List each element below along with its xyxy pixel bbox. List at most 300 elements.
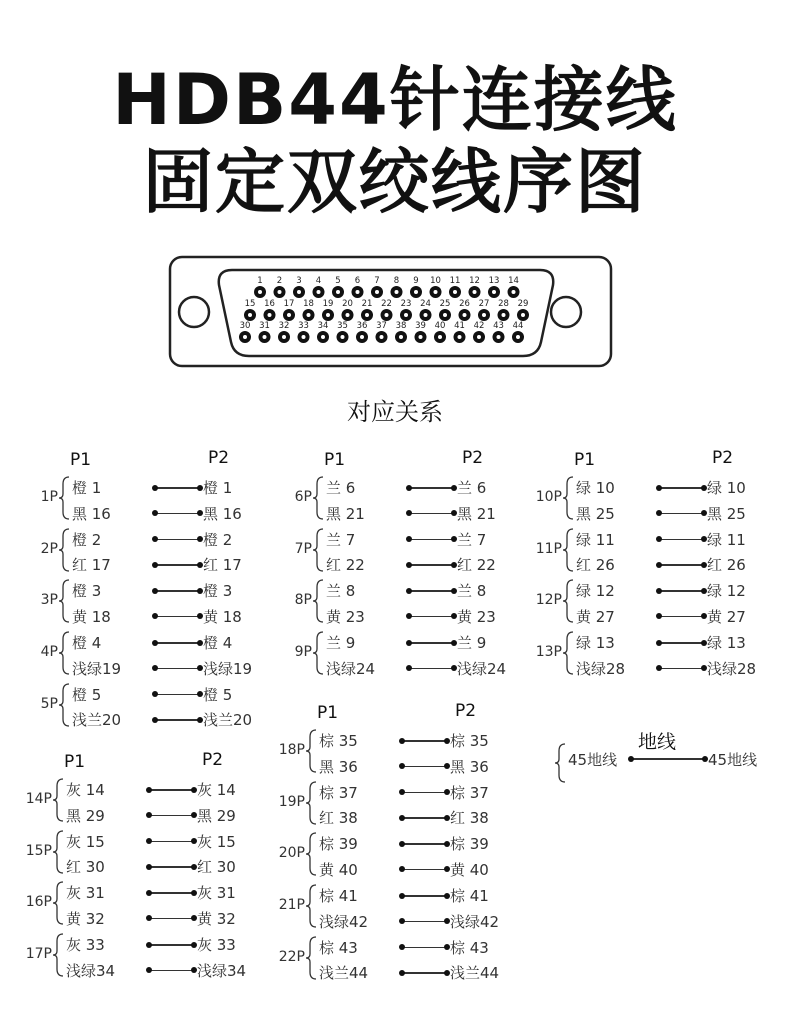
- pair-label: 19P: [278, 793, 305, 810]
- pair-label: 13P: [535, 644, 562, 661]
- wire-right-label: 兰 7: [457, 530, 487, 549]
- pin-contact: [287, 313, 291, 317]
- pair-label: 17P: [25, 946, 52, 963]
- wire-line: [149, 841, 194, 843]
- twisted-pair: [282, 474, 522, 526]
- wire-left-label: 橙 5: [72, 685, 102, 704]
- wire-left-label: 橙 1: [72, 479, 102, 497]
- wire-right-label: 兰 8: [457, 582, 487, 601]
- wire-left-label: 橙 2: [72, 530, 102, 549]
- twisted-pair: [275, 934, 515, 986]
- ground-label: 地线: [638, 731, 677, 753]
- pair-label: 3P: [40, 592, 58, 609]
- wire-left-label: 黄 27: [576, 607, 615, 626]
- pin-contact: [521, 313, 525, 317]
- wire-right-label: 绿 10: [707, 479, 746, 497]
- pin-contact: [404, 313, 408, 317]
- pair-label: 21P: [278, 897, 305, 914]
- wire-row: [28, 681, 268, 707]
- wire-left-label: 兰 6: [326, 479, 356, 497]
- wire-left-label: 棕 39: [319, 835, 358, 854]
- wire-line: [409, 616, 454, 618]
- wire-right-label: 黑 16: [203, 504, 242, 523]
- twisted-pair: [28, 526, 268, 578]
- twisted-pair: [275, 779, 515, 831]
- wire-right-label: 浅绿24: [457, 659, 507, 678]
- wire-line: [659, 642, 704, 644]
- p1-header: P1: [574, 450, 596, 470]
- wire-line: [659, 564, 704, 566]
- twisted-pair: [282, 629, 522, 681]
- pin-number: 41: [454, 321, 465, 331]
- wire-right-label: 黄 32: [197, 909, 236, 928]
- pair-label: 6P: [294, 489, 312, 505]
- pin-contact: [336, 290, 340, 294]
- wire-right-label: 黄 18: [203, 607, 242, 626]
- pin-contact: [385, 313, 389, 317]
- wire-line: [149, 970, 194, 972]
- wire-line: [402, 792, 447, 794]
- pin-contact: [360, 335, 364, 339]
- wire-left-label: 绿 10: [576, 479, 615, 497]
- p2-header: P2: [712, 448, 734, 468]
- wire-right-label: 浅绿28: [707, 659, 757, 678]
- wire-line: [409, 642, 454, 644]
- pair-group: [22, 750, 262, 983]
- pair-group: [28, 448, 268, 732]
- wire-left-label: 浅绿34: [66, 961, 116, 980]
- wire-row: [275, 727, 515, 753]
- pin-number: 26: [459, 299, 470, 309]
- ground-wire-line: [631, 758, 705, 760]
- wire-right-label: 兰 9: [457, 634, 487, 653]
- pair-label: 1P: [40, 489, 58, 505]
- wire-left-label: 红 17: [72, 556, 111, 575]
- wire-line: [149, 918, 194, 920]
- wire-line: [409, 539, 454, 541]
- twisted-pair: [532, 577, 772, 629]
- pin-contact: [321, 335, 325, 339]
- p2-header: P2: [208, 448, 230, 468]
- pin-number: 16: [264, 299, 275, 309]
- wire-line: [659, 616, 704, 618]
- wire-right-label: 棕 43: [450, 938, 489, 957]
- twisted-pair: [28, 681, 268, 733]
- pair-label: 2P: [40, 540, 58, 557]
- p1-header: P1: [317, 703, 339, 723]
- wire-line: [402, 869, 447, 871]
- wire-right-label: 黄 27: [707, 607, 746, 626]
- wire-row: [22, 853, 262, 879]
- wire-right-label: 绿 11: [707, 530, 746, 549]
- wire-left-label: 兰 7: [326, 530, 356, 549]
- title-line-1: HDB44针连接线: [112, 59, 678, 141]
- pin-number: 17: [283, 299, 295, 309]
- pin-number: 32: [278, 321, 290, 331]
- wire-line: [149, 789, 194, 791]
- wire-row: [282, 603, 522, 629]
- pin-contact: [438, 335, 442, 339]
- pin-number: 4: [315, 276, 322, 286]
- wire-right-label: 橙 1: [203, 479, 233, 497]
- wire-row: [22, 957, 262, 983]
- twisted-pair: [22, 776, 262, 828]
- pair-label: 20P: [278, 845, 305, 862]
- wire-left-label: 绿 13: [576, 634, 615, 653]
- p1-header: P1: [64, 752, 86, 772]
- twisted-pair: [532, 474, 772, 526]
- pair-label: 14P: [25, 791, 52, 807]
- wire-right-label: 浅绿19: [203, 659, 253, 678]
- pair-label: 15P: [25, 842, 52, 859]
- wire-line: [155, 513, 200, 515]
- wire-row: [28, 603, 268, 629]
- pin-number: 8: [393, 276, 400, 286]
- ground-left-label: 45地线: [568, 751, 618, 769]
- wire-left-label: 兰 9: [326, 634, 356, 653]
- wire-line: [155, 694, 200, 696]
- pin-number: 3: [296, 276, 302, 286]
- pin-number: 30: [239, 321, 251, 331]
- pin-contact: [512, 290, 516, 294]
- wire-right-label: 浅绿42: [450, 912, 500, 931]
- wire-line: [659, 487, 704, 489]
- pin-number: 1: [257, 276, 263, 286]
- title-line-2: 固定双绞线序图: [143, 141, 647, 223]
- pin-number: 36: [356, 321, 368, 331]
- pin-number: 28: [498, 299, 509, 309]
- pin-number: 33: [298, 321, 309, 331]
- wire-right-label: 红 26: [707, 556, 746, 575]
- pin-number: 11: [449, 276, 461, 286]
- pin-contact: [497, 335, 501, 339]
- wire-line: [402, 766, 447, 768]
- pin-number: 2: [276, 276, 283, 286]
- wire-left-label: 浅兰44: [319, 964, 369, 983]
- wire-left-label: 灰 33: [66, 936, 105, 955]
- wire-row: [532, 577, 772, 603]
- wire-right-label: 棕 41: [450, 887, 489, 906]
- twisted-pair: [275, 882, 515, 934]
- wire-right-label: 灰 33: [197, 936, 236, 955]
- wire-row: [275, 753, 515, 779]
- wire-left-label: 棕 43: [319, 938, 358, 957]
- pin-number: 7: [374, 276, 380, 286]
- wire-row: [22, 905, 262, 931]
- wire-left-label: 红 38: [319, 809, 358, 828]
- twisted-pair: [282, 577, 522, 629]
- pin-contact: [395, 290, 399, 294]
- pin-contact: [380, 335, 384, 339]
- pin-contact: [399, 335, 403, 339]
- wire-left-label: 红 30: [66, 858, 105, 877]
- pair-label: 22P: [278, 948, 305, 965]
- pin-number: 42: [473, 321, 485, 331]
- pair-group: [532, 448, 772, 681]
- wire-row: [275, 856, 515, 882]
- pair-label: 11P: [535, 540, 562, 557]
- wire-row: [275, 959, 515, 985]
- wire-left-label: 红 26: [576, 556, 615, 575]
- wire-right-label: 黑 29: [197, 806, 236, 825]
- twisted-pair: [28, 474, 268, 526]
- wire-line: [155, 668, 200, 670]
- wire-right-label: 兰 6: [457, 479, 487, 497]
- wire-left-label: 浅绿42: [319, 912, 369, 931]
- pin-contact: [317, 290, 321, 294]
- wire-row: [532, 526, 772, 552]
- pin-contact: [341, 335, 345, 339]
- pin-contact: [375, 290, 379, 294]
- pin-contact: [263, 335, 267, 339]
- wire-row: [22, 931, 262, 957]
- hdb44-connector: [0, 0, 790, 390]
- p2-header: P2: [455, 701, 477, 721]
- wire-left-label: 红 22: [326, 556, 365, 575]
- wire-row: [22, 802, 262, 828]
- wire-row: [532, 629, 772, 655]
- pin-contact: [282, 335, 286, 339]
- wire-right-label: 棕 39: [450, 835, 489, 854]
- wire-row: [282, 474, 522, 500]
- wire-line: [402, 921, 447, 923]
- pin-number: 9: [413, 276, 419, 286]
- twisted-pair: [22, 879, 262, 931]
- pin-contact: [463, 313, 467, 317]
- wire-left-label: 绿 11: [576, 530, 615, 549]
- pin-number: 6: [354, 276, 361, 286]
- wire-line: [402, 972, 447, 974]
- wire-right-label: 浅绿34: [197, 961, 247, 980]
- wire-line: [155, 616, 200, 618]
- pin-number: 31: [259, 321, 270, 331]
- twisted-pair: [275, 727, 515, 779]
- pin-number: 13: [488, 276, 500, 286]
- wire-line: [409, 513, 454, 515]
- wire-left-label: 橙 4: [72, 634, 102, 653]
- group-header: [532, 448, 772, 474]
- pin-number: 18: [303, 299, 314, 309]
- pin-contact: [492, 290, 496, 294]
- pair-group: [282, 448, 522, 681]
- wire-line: [149, 892, 194, 894]
- wire-row: [28, 551, 268, 577]
- wire-row: [282, 577, 522, 603]
- twisted-pair: [22, 931, 262, 983]
- pin-number: 29: [517, 299, 529, 309]
- pin-number: 5: [335, 276, 341, 286]
- twisted-pair: [22, 828, 262, 880]
- pin-contact: [502, 313, 506, 317]
- mounting-hole-right: [551, 297, 581, 327]
- wire-left-label: 绿 12: [576, 582, 615, 601]
- pin-number: 15: [244, 299, 256, 309]
- wire-line: [155, 539, 200, 541]
- pin-number: 27: [478, 299, 490, 309]
- pin-contact: [424, 313, 428, 317]
- wire-left-label: 浅绿19: [72, 659, 122, 678]
- wire-row: [28, 577, 268, 603]
- pin-contact: [473, 290, 477, 294]
- wire-row: [275, 908, 515, 934]
- twisted-pair: [282, 526, 522, 578]
- wire-line: [659, 590, 704, 592]
- wire-row: [532, 551, 772, 577]
- pin-contact: [297, 290, 301, 294]
- pin-contact: [482, 313, 486, 317]
- wire-right-label: 黑 21: [457, 504, 496, 523]
- wire-left-label: 棕 41: [319, 887, 358, 906]
- mounting-hole-left: [179, 297, 209, 327]
- p1-header: P1: [324, 450, 346, 470]
- wire-line: [402, 740, 447, 742]
- twisted-pair: [28, 577, 268, 629]
- ground-right-label: 45地线: [708, 751, 758, 769]
- wire-line: [149, 815, 194, 817]
- pin-contact: [365, 313, 369, 317]
- p2-header: P2: [462, 448, 484, 468]
- wire-line: [402, 843, 447, 845]
- wire-left-label: 浅兰20: [72, 711, 122, 730]
- pin-number: 21: [361, 299, 373, 309]
- wire-row: [28, 706, 268, 732]
- wire-line: [402, 895, 447, 897]
- pin-contact: [356, 290, 360, 294]
- wire-row: [282, 500, 522, 526]
- wire-row: [28, 474, 268, 500]
- pin-contact: [302, 335, 306, 339]
- pin-number: 19: [322, 299, 334, 309]
- wire-left-label: 棕 37: [319, 783, 358, 802]
- group-header: [275, 701, 515, 727]
- wire-line: [659, 668, 704, 670]
- pin-number: 43: [493, 321, 504, 331]
- pin-contact: [243, 335, 247, 339]
- wire-row: [28, 500, 268, 526]
- wire-right-label: 红 38: [450, 809, 489, 828]
- pin-number: 14: [508, 276, 519, 286]
- wire-line: [402, 947, 447, 949]
- pair-label: 12P: [535, 592, 562, 609]
- wire-row: [532, 474, 772, 500]
- wire-row: [275, 882, 515, 908]
- pin-number: 23: [400, 299, 412, 309]
- wire-left-label: 黑 21: [326, 504, 365, 523]
- pin-contact: [414, 290, 418, 294]
- pin-number: 24: [420, 299, 431, 309]
- twisted-pair: [532, 629, 772, 681]
- pin-number: 12: [469, 276, 480, 286]
- wire-left-label: 黑 36: [319, 757, 358, 776]
- wire-left-label: 黑 29: [66, 806, 105, 825]
- wire-row: [275, 934, 515, 960]
- pin-contact: [248, 313, 252, 317]
- wire-left-label: 黄 18: [72, 607, 111, 626]
- pin-contact: [516, 335, 520, 339]
- pair-label: 9P: [294, 644, 312, 661]
- wire-row: [28, 655, 268, 681]
- pin-contact: [453, 290, 457, 294]
- wire-right-label: 黄 23: [457, 607, 496, 626]
- pin-number: 25: [439, 299, 451, 309]
- pin-number: 20: [342, 299, 353, 309]
- pair-group: [275, 701, 515, 985]
- pin-contact: [307, 313, 311, 317]
- wire-right-label: 红 22: [457, 556, 496, 575]
- pin-number: 38: [395, 321, 407, 331]
- wire-right-label: 浅兰20: [203, 711, 253, 730]
- wire-row: [282, 526, 522, 552]
- pin-contact: [278, 290, 282, 294]
- wire-right-label: 黑 36: [450, 757, 489, 776]
- wire-line: [659, 539, 704, 541]
- wire-line: [155, 487, 200, 489]
- wire-row: [275, 804, 515, 830]
- wire-row: [532, 500, 772, 526]
- wire-line: [402, 817, 447, 819]
- pin-contact: [434, 290, 438, 294]
- wire-left-label: 黑 25: [576, 504, 615, 523]
- wire-right-label: 灰 31: [197, 884, 236, 903]
- pin-contact: [346, 313, 350, 317]
- wire-line: [155, 564, 200, 566]
- wire-right-label: 浅兰44: [450, 964, 500, 983]
- pair-label: 4P: [40, 644, 58, 661]
- pin-number: 10: [430, 276, 441, 286]
- connector-pins: [239, 276, 529, 343]
- wire-row: [275, 830, 515, 856]
- wire-line: [149, 866, 194, 868]
- wire-line: [149, 944, 194, 946]
- wire-right-label: 橙 3: [203, 582, 233, 601]
- pin-contact: [419, 335, 423, 339]
- wire-right-label: 红 30: [197, 858, 236, 877]
- brace-icon: [554, 743, 566, 783]
- twisted-pair: [28, 629, 268, 681]
- wire-right-label: 绿 13: [707, 634, 746, 653]
- pin-number: 34: [317, 321, 329, 331]
- twisted-pair: [275, 830, 515, 882]
- pin-contact: [477, 335, 481, 339]
- twisted-pair: [532, 526, 772, 578]
- wire-left-label: 棕 35: [319, 732, 358, 750]
- pin-number: 44: [512, 321, 524, 331]
- wire-row: [282, 655, 522, 681]
- wire-left-label: 浅绿28: [576, 659, 626, 678]
- pin-contact: [443, 313, 447, 317]
- pin-number: 37: [376, 321, 387, 331]
- pair-label: 5P: [40, 695, 58, 712]
- wire-left-label: 灰 14: [66, 781, 105, 799]
- wire-left-label: 黄 40: [319, 860, 358, 879]
- wire-row: [22, 828, 262, 854]
- wire-left-label: 黄 32: [66, 909, 105, 928]
- wire-left-label: 浅绿24: [326, 659, 376, 678]
- wire-right-label: 黄 40: [450, 860, 489, 879]
- wire-left-label: 黑 16: [72, 504, 111, 523]
- pin-number: 22: [381, 299, 392, 309]
- pin-contact: [258, 290, 262, 294]
- pin-number: 39: [415, 321, 426, 331]
- wire-row: [282, 551, 522, 577]
- pair-label: 8P: [294, 592, 312, 609]
- wire-right-label: 棕 35: [450, 732, 489, 750]
- wire-row: [28, 526, 268, 552]
- wire-line: [409, 564, 454, 566]
- group-header: [22, 750, 262, 776]
- wire-right-label: 橙 2: [203, 530, 233, 549]
- pair-label: 16P: [25, 894, 52, 911]
